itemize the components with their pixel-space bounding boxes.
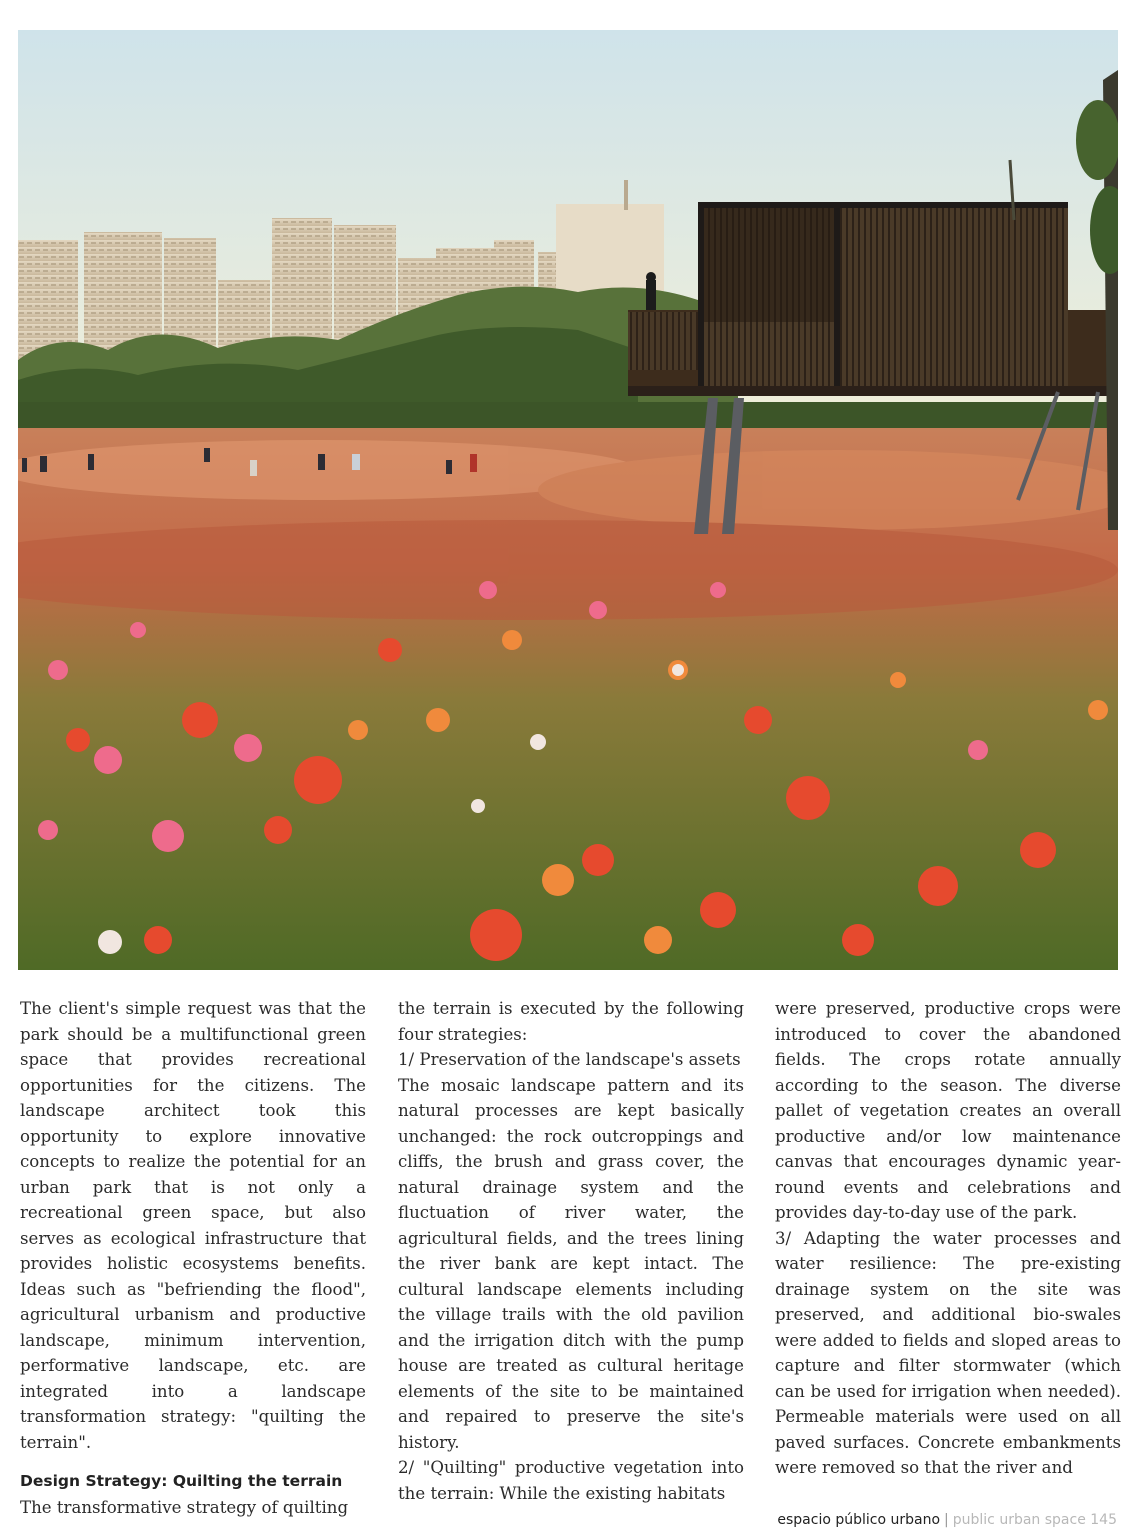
page-footer — [777, 1512, 1117, 1528]
column-1 — [20, 996, 366, 1520]
column-3-paragraph-1: were preserved, productive crops were introduced to cover the abandoned fields. The crops rotate annually according to the season. The diverse pallet of vegetation creates an overall productive and/or low maintenance canvas that encourages dynamic year-round events and celebrations and provides day-to-day use of the park. — [775, 999, 1121, 1222]
column-2-paragraph-2: 1/ Preservation of the landscape's assets — [398, 1050, 741, 1069]
column-3-paragraph-2: 3/ Adapting the water processes and water resilience: The pre-existing drainage system on the site was preserved, and additional bio-swales were added to fields and sloped areas to capture and filter stormwater (which can be used for irrigation when needed). Permeable materials were used on all paved surfaces. Concrete embankments were removed so that the river and — [775, 1228, 1121, 1477]
publication-name: espacio público urbano — [777, 1512, 941, 1528]
section-heading: Design Strategy: Quilting the terrain — [20, 1472, 343, 1490]
column-2-paragraph-3: The mosaic landscape pattern and its natural processes are kept basically unchanged: the rock outcroppings and cliffs, the brush and grass cover, the natural drainage system and the fluctuation of river water, the agricultural fields, and the trees lining the river bank are kept intact. The cultural landscape elements including the village trails with the old pavilion and the irrigation ditch with the pump house are treated as cultural heritage elements of the site to be maintained and repaired to preserve the site's history. — [398, 1075, 744, 1452]
page-number: 145 — [1090, 1512, 1117, 1528]
column-1-paragraph-2: The transformative strategy of quilting — [20, 1497, 349, 1517]
publication-name-english: public urban space — [952, 1512, 1086, 1528]
hero-photo — [18, 30, 1118, 970]
column-2-paragraph-1: the terrain is executed by the following four strategies: — [398, 999, 744, 1044]
column-3 — [775, 996, 1121, 1481]
footer-separator: | — [944, 1512, 949, 1528]
column-1-paragraph-1: The client's simple request was that the park should be a multifunctional green space that provides recreational opportunities for the citizens. The landscape architect took this opportunity to explore innovative concepts to realize the potential for an urban park that is not only a recreational green space, but also serves as ecological infrastructure that provides holistic ecosystems benefits. Ideas such as "befriending the flood", agricultural urbanism and productive landscape, minimum intervention, performative landscape, etc. are integrated into a landscape transformation strategy: "quilting the terrain". — [20, 999, 366, 1452]
column-2-paragraph-4: 2/ "Quilting" productive vegetation into the terrain: While the existing habitats — [398, 1458, 744, 1503]
article-columns — [20, 996, 1121, 1517]
column-2 — [398, 996, 744, 1506]
